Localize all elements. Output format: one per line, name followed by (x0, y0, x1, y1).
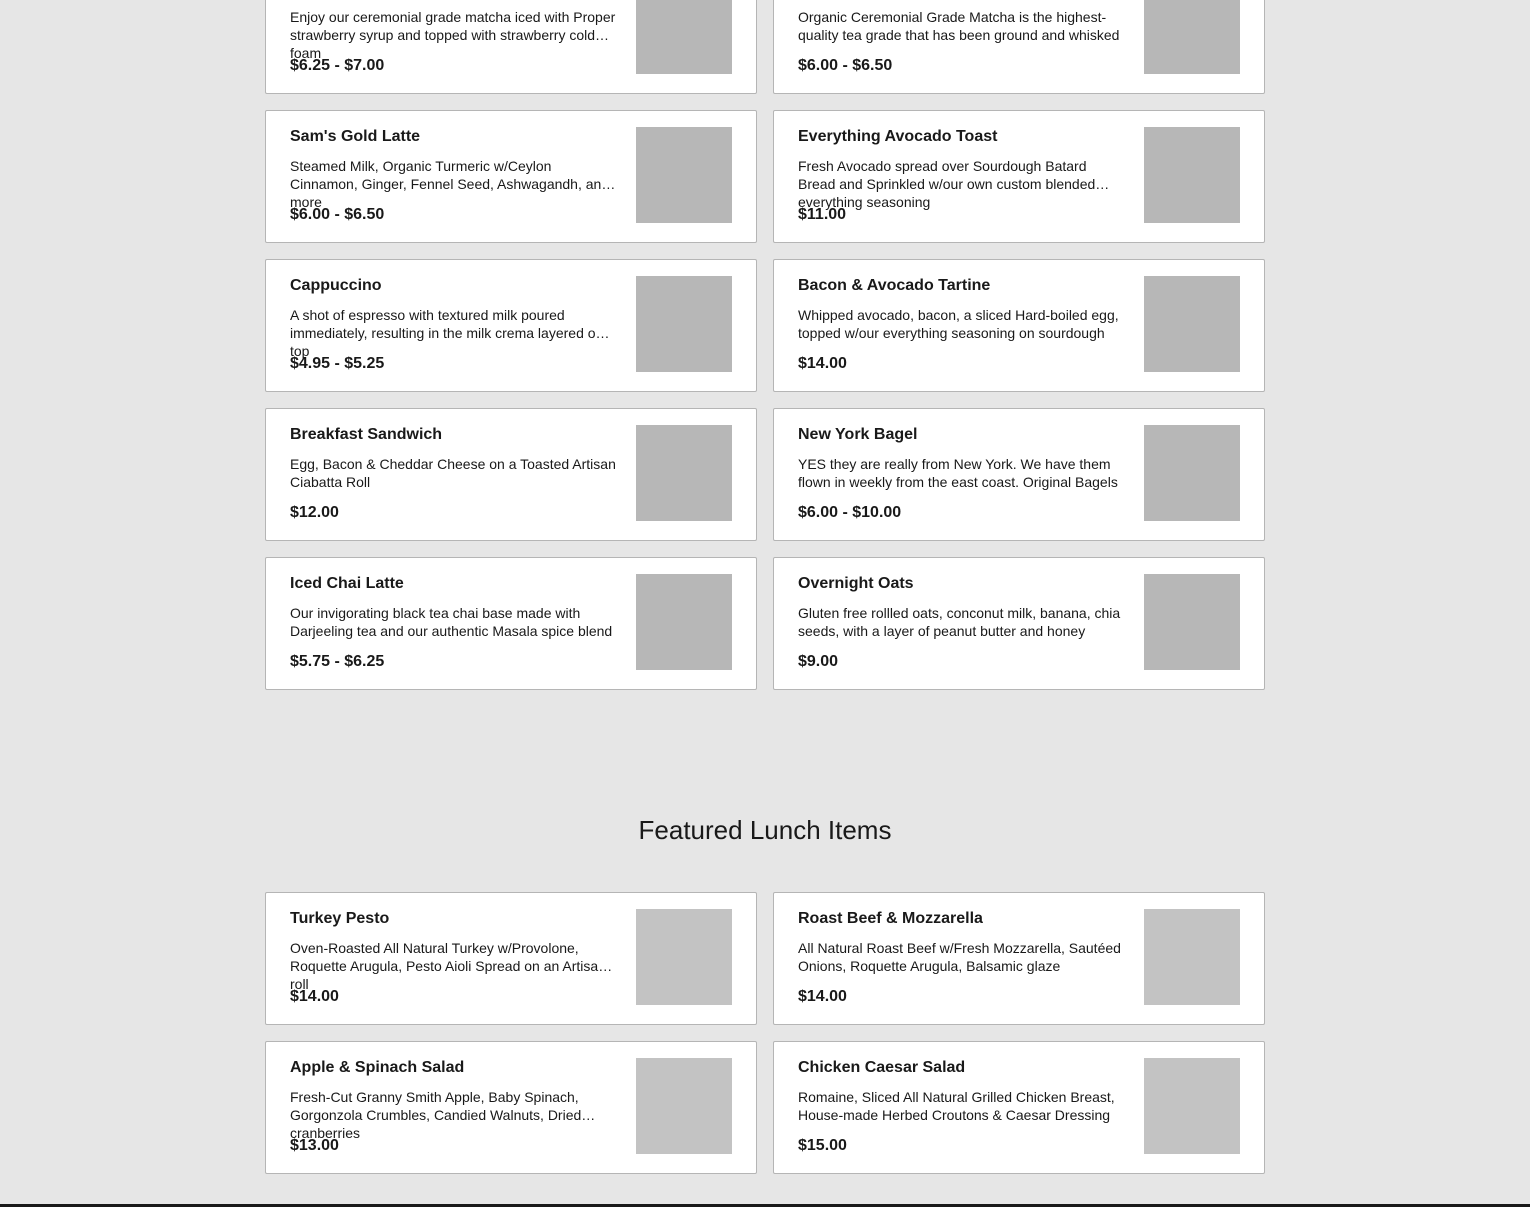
menu-item-card[interactable] (265, 110, 757, 243)
menu-item-description: Our invigorating black tea chai base made with Darjeeling tea and our authentic Masala spice blend (290, 605, 613, 639)
menu-item-name: New York Bagel (798, 426, 918, 443)
menu-item-price: $12.00 (290, 504, 339, 521)
menu-item-image (1144, 425, 1240, 521)
menu-item-image (1144, 1058, 1240, 1154)
featured-lunch-grid (265, 892, 1265, 1174)
menu-item-image (636, 574, 732, 670)
menu-item-name: Sam's Gold Latte (290, 128, 421, 145)
menu-item-price: $6.00 - $6.50 (798, 57, 893, 74)
menu-item-image (636, 1058, 732, 1154)
menu-item-description: Egg, Bacon & Cheddar Cheese on a Toasted Artisan Ciabatta Roll (290, 456, 616, 490)
menu-item-name: Turkey Pesto (290, 910, 390, 927)
menu-item-description: A shot of espresso with textured milk poured immediately, resulting in the milk crema layered on top (290, 307, 604, 359)
menu-item-image (636, 425, 732, 521)
menu-item-card[interactable] (773, 408, 1265, 541)
menu-item-text (290, 574, 616, 672)
menu-item-description: YES they are really from New York. We have them flown in weekly from the east coast. Original Bagels (798, 456, 1118, 490)
menu-item-image (1144, 909, 1240, 1005)
menu-item-description: Whipped avocado, bacon, a sliced Hard-boiled egg, topped w/our everything seasoning on sourdough (798, 307, 1119, 341)
menu-item-text (290, 276, 616, 374)
menu-item-price: $14.00 (798, 988, 847, 1005)
menu-item-card[interactable] (773, 1041, 1265, 1174)
menu-item-card[interactable] (265, 1041, 757, 1174)
menu-item-description: Organic Ceremonial Grade Matcha is the highest-quality tea grade that has been ground and whisked (798, 9, 1120, 43)
menu-item-name: Overnight Oats (798, 575, 914, 592)
menu-item-price: $9.00 (798, 653, 839, 670)
menu-item-description: Romaine, Sliced All Natural Grilled Chicken Breast, House-made Herbed Croutons & Caesar Dressing (798, 1089, 1115, 1123)
menu-item-card[interactable] (265, 0, 757, 94)
menu-item-text (798, 276, 1124, 374)
menu-item-image (1144, 574, 1240, 670)
menu-item-card[interactable] (773, 557, 1265, 690)
menu-item-image (1144, 127, 1240, 223)
menu-item-description: Gluten free rollled oats, conconut milk, banana, chia seeds, with a layer of peanut butter and honey (798, 605, 1121, 639)
menu-item-price: $15.00 (798, 1137, 847, 1154)
menu-item-text (798, 425, 1124, 523)
menu-item-text (798, 0, 1124, 76)
menu-item-card[interactable] (773, 259, 1265, 392)
menu-item-description: Fresh-Cut Granny Smith Apple, Baby Spinach, Gorgonzola Crumbles, Candied Walnuts, Dried cranberries (290, 1089, 582, 1141)
menu-item-name: Cappuccino (290, 277, 382, 294)
menu-item-text (798, 127, 1124, 225)
menu-item-name: Breakfast Sandwich (290, 426, 443, 443)
menu-item-description: Steamed Milk, Organic Turmeric w/Ceylon Cinnamon, Ginger, Fennel Seed, Ashwagandh, and more (290, 158, 610, 210)
menu-item-text (290, 909, 616, 1007)
menu-item-description: Enjoy our ceremonial grade matcha iced with Proper strawberry syrup and topped with strawberry cold foam (290, 9, 616, 61)
menu-item-price: $14.00 (798, 355, 847, 372)
menu-item-card[interactable] (773, 110, 1265, 243)
menu-item-text (290, 425, 616, 523)
menu-item-name: Apple & Spinach Salad (290, 1059, 465, 1076)
menu-item-price: $6.00 - $10.00 (798, 504, 902, 521)
menu-item-name: Bacon & Avocado Tartine (798, 277, 991, 294)
menu-item-text (290, 1058, 616, 1156)
menu-item-card[interactable] (773, 892, 1265, 1025)
menu-item-description: All Natural Roast Beef w/Fresh Mozzarella, Sautéed Onions, Roquette Arugula, Balsamic glaze (798, 940, 1121, 974)
menu-item-card[interactable] (265, 557, 757, 690)
menu-item-name: Roast Beef & Mozzarella (798, 910, 983, 927)
menu-item-text (798, 574, 1124, 672)
menu-item-card[interactable] (265, 259, 757, 392)
menu-item-name: Iced Chai Latte (290, 575, 404, 592)
featured-breakfast-grid (265, 0, 1265, 690)
menu-item-card[interactable] (773, 0, 1265, 94)
menu-item-description: Oven-Roasted All Natural Turkey w/Provolone, Roquette Arugula, Pesto Aioli Spread on an Artisan roll (290, 940, 606, 992)
menu-item-card[interactable] (265, 408, 757, 541)
menu-item-price: $13.00 (290, 1137, 339, 1154)
menu-item-price: $4.95 - $5.25 (290, 355, 385, 372)
menu-item-description: Fresh Avocado spread over Sourdough Batard Bread and Sprinkled w/our own custom blended everything seasoning (798, 158, 1096, 210)
menu-item-text (798, 1058, 1124, 1156)
menu-item-image (1144, 0, 1240, 74)
menu-item-image (636, 909, 732, 1005)
section-heading-featured-lunch: Featured Lunch Items (638, 815, 892, 845)
menu-item-price: $14.00 (290, 988, 339, 1005)
menu-item-name: Everything Avocado Toast (798, 128, 998, 145)
menu-item-price: $11.00 (798, 206, 847, 223)
menu-item-name: Chicken Caesar Salad (798, 1059, 966, 1076)
menu-item-card[interactable] (265, 892, 757, 1025)
menu-item-price: $6.25 - $7.00 (290, 57, 385, 74)
menu-item-price: $5.75 - $6.25 (290, 653, 385, 670)
menu-item-text (290, 127, 616, 225)
menu-item-text (290, 0, 616, 76)
menu-item-image (636, 276, 732, 372)
menu-item-text (798, 909, 1124, 1007)
menu-item-image (636, 127, 732, 223)
menu-item-price: $6.00 - $6.50 (290, 206, 385, 223)
menu-item-image (1144, 276, 1240, 372)
menu-item-image (636, 0, 732, 74)
